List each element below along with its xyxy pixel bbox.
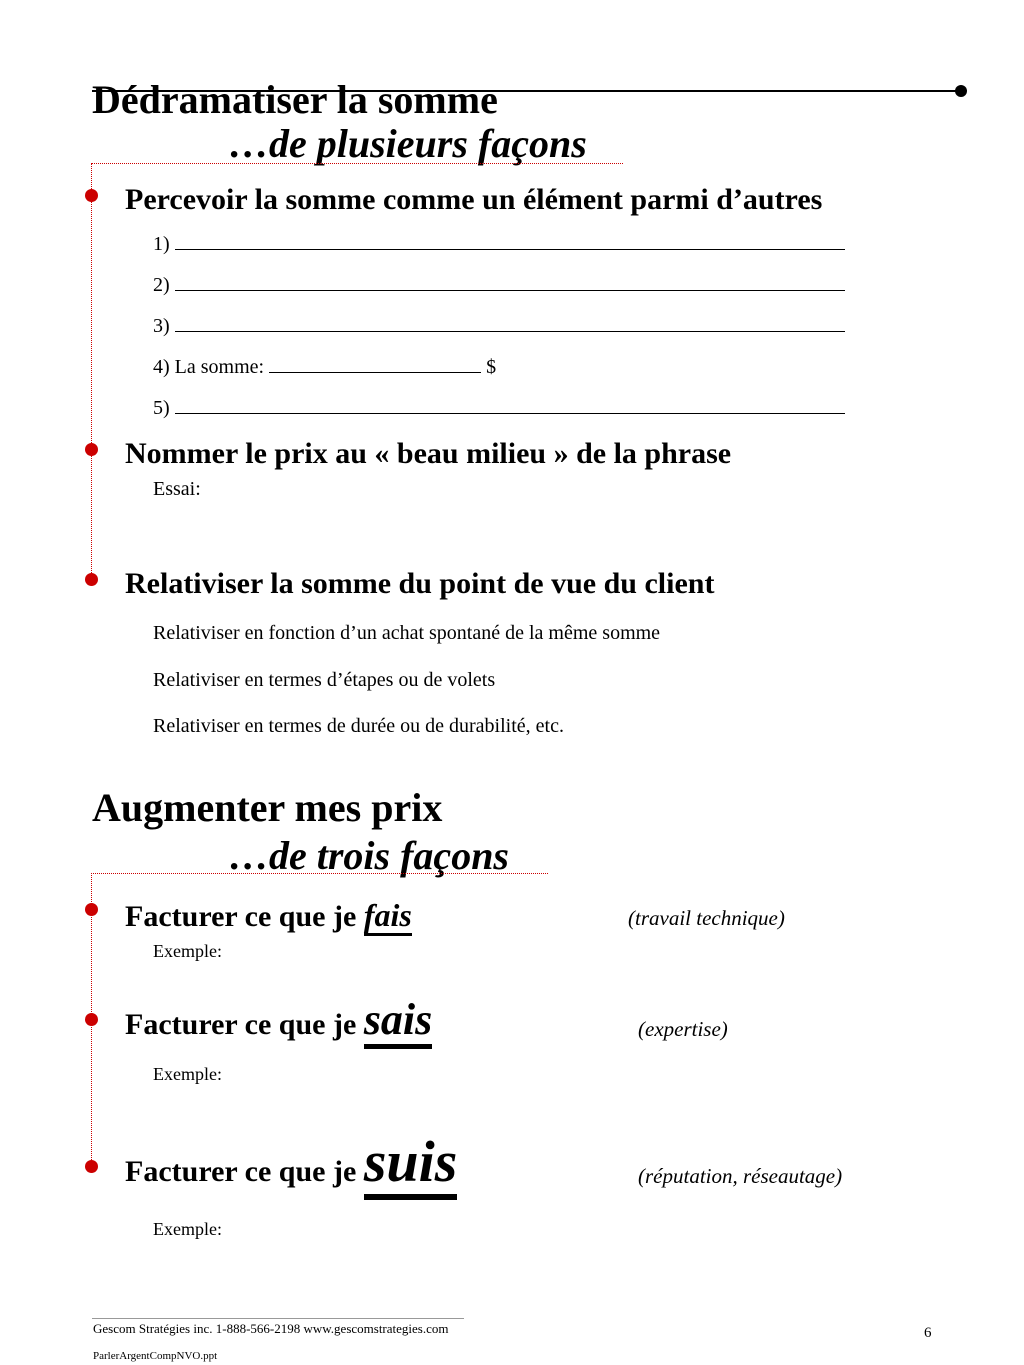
section2-title: Augmenter mes prix xyxy=(92,785,443,830)
blank-line[interactable] xyxy=(175,398,845,414)
exemple-label: Exemple: xyxy=(153,1064,222,1084)
bullet-heading-relativiser: Relativiser la somme du point de vue du client xyxy=(125,567,715,600)
relativiser-line-3: Relativiser en termes de durée ou de durabilité, etc. xyxy=(153,715,564,737)
section2-subtitle: …de trois façons xyxy=(229,833,509,878)
bullet-heading-fais xyxy=(125,899,412,932)
exemple-label: Exemple: xyxy=(153,1219,222,1239)
section2-dotted-underline xyxy=(91,873,548,874)
aside-expertise: (expertise) xyxy=(638,1017,728,1041)
bullet-dot xyxy=(85,903,98,916)
answer-line-1[interactable] xyxy=(153,234,845,254)
answer-line-5[interactable] xyxy=(153,398,845,418)
emphasis-word-fais: fais xyxy=(364,897,412,936)
currency-symbol: $ xyxy=(486,356,497,378)
emphasis-word-sais: sais xyxy=(364,995,432,1049)
bullet-lead: Facturer ce que je xyxy=(125,1155,357,1188)
heading-rule-end-dot xyxy=(955,85,967,97)
blank-line[interactable] xyxy=(175,275,845,291)
answer-line-4[interactable] xyxy=(153,357,496,377)
blank-line[interactable] xyxy=(175,316,845,332)
page-number: 6 xyxy=(924,1325,932,1341)
answer-line-number: 3) xyxy=(153,315,170,337)
emphasis-word-suis: suis xyxy=(364,1129,458,1200)
relativiser-line-2: Relativiser en termes d’étapes ou de volets xyxy=(153,669,496,691)
answer-line-number: 1) xyxy=(153,233,170,255)
answer-line-number: 5) xyxy=(153,397,170,419)
blank-line-amount[interactable] xyxy=(269,357,481,373)
bullet-lead: Facturer ce que je xyxy=(125,1008,357,1041)
answer-line-number: 2) xyxy=(153,274,170,296)
exemple-label: Exemple: xyxy=(153,941,222,961)
bullet-heading-suis xyxy=(125,1129,458,1194)
bullet-dot xyxy=(85,1160,98,1173)
blank-line[interactable] xyxy=(175,234,845,250)
bullet-dot xyxy=(85,189,98,202)
section1-title: Dédramatiser la somme xyxy=(92,77,498,122)
answer-line-3[interactable] xyxy=(153,316,845,336)
aside-reputation: (réputation, réseautage) xyxy=(638,1164,843,1188)
essai-label: Essai: xyxy=(153,478,201,500)
bullet-heading-sais xyxy=(125,995,433,1044)
answer-line-2[interactable] xyxy=(153,275,845,295)
section1-dotted-margin xyxy=(91,163,92,585)
footer-rule xyxy=(92,1318,464,1319)
bullet-heading-percevoir: Percevoir la somme comme un élément parmi d’autres xyxy=(125,183,823,216)
footer-company: Gescom Stratégies inc. 1-888-566-2198 www.gescomstrategies.com xyxy=(93,1321,449,1336)
footer-filename: ParlerArgentCompNVO.ppt xyxy=(93,1350,218,1362)
section1-subtitle: …de plusieurs façons xyxy=(229,121,587,166)
bullet-dot xyxy=(85,443,98,456)
relativiser-line-1: Relativiser en fonction d’un achat spontané de la même somme xyxy=(153,622,661,644)
bullet-dot xyxy=(85,573,98,586)
bullet-dot xyxy=(85,1013,98,1026)
bullet-heading-nommer: Nommer le prix au « beau milieu » de la phrase xyxy=(125,437,732,470)
aside-travail-technique: (travail technique) xyxy=(628,906,785,930)
section1-dotted-underline xyxy=(91,163,623,164)
bullet-lead: Facturer ce que je xyxy=(125,900,357,933)
answer-line-label: 4) La somme: xyxy=(153,356,265,378)
